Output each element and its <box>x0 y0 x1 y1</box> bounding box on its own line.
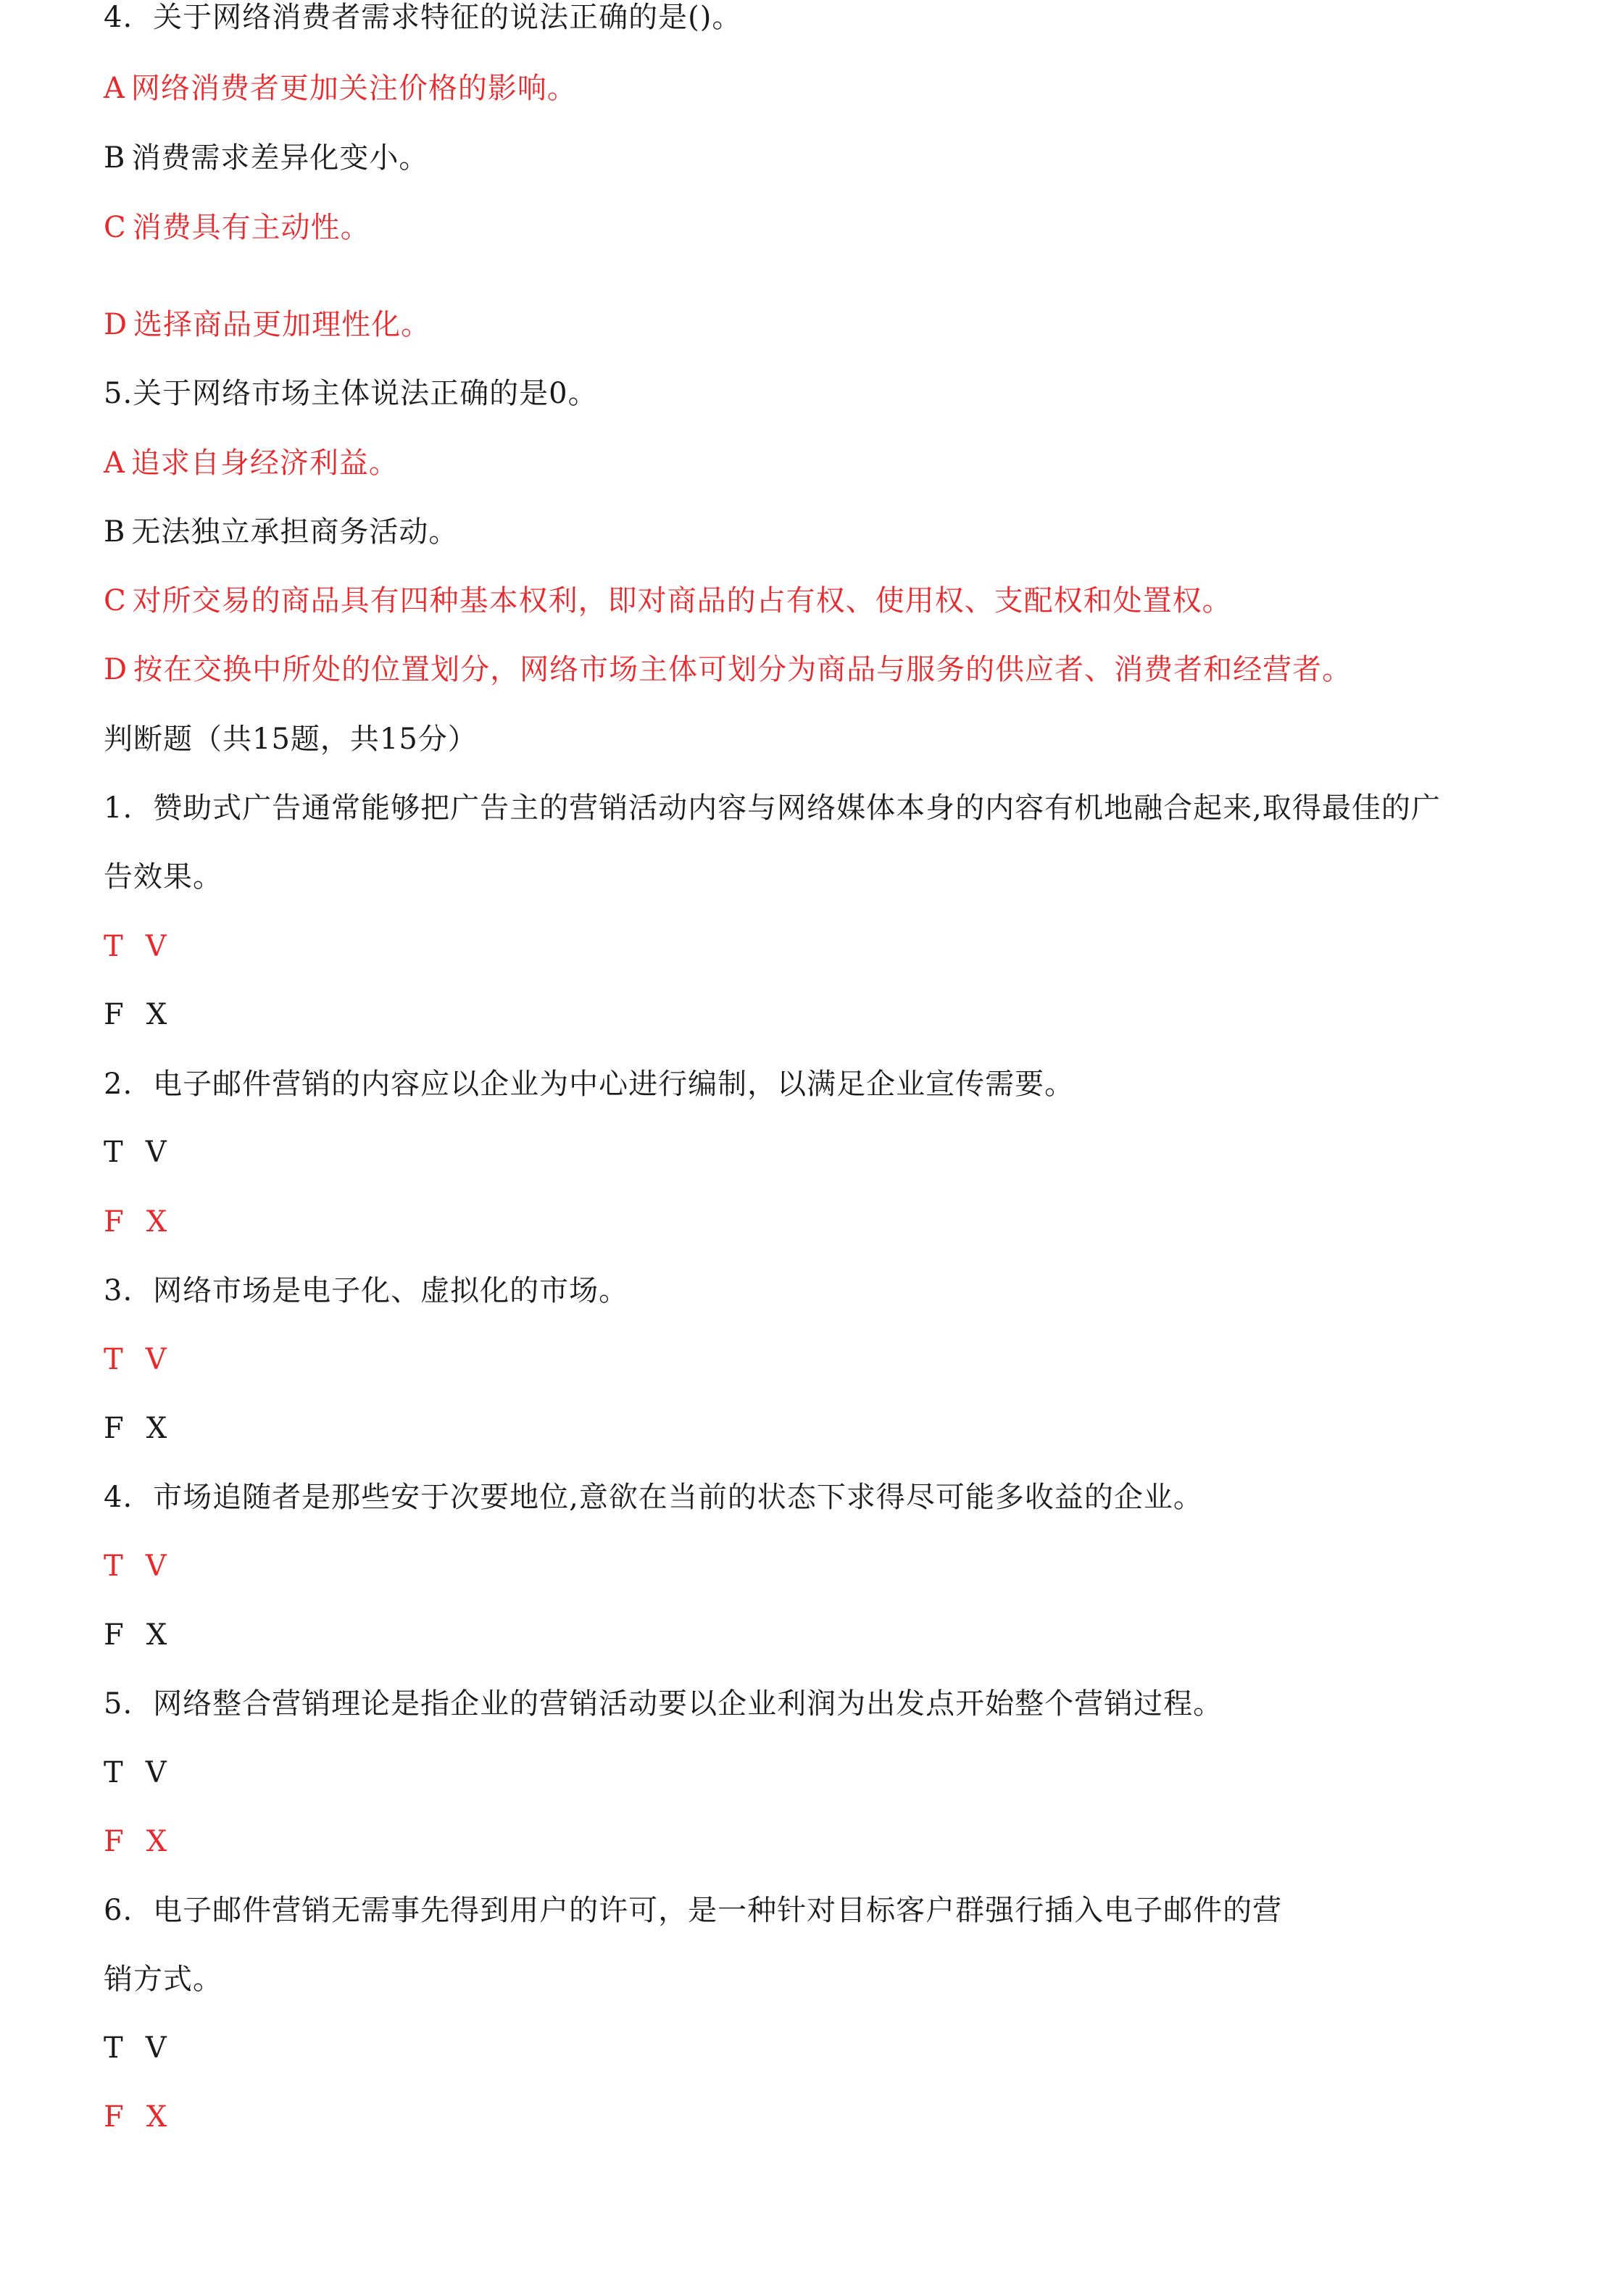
mc5-option-d: D 按在交换中所处的位置划分，网络市场主体可划分为商品与服务的供应者、消费者和经营者。 <box>104 653 1352 686</box>
tf1-true-option: T V <box>104 930 167 963</box>
tf4-true-option: T V <box>104 1550 167 1583</box>
mc5-option-a: A 追求自身经济利益。 <box>104 446 399 480</box>
tf3-false-option: F X <box>104 1412 168 1445</box>
tf-question-2: 2. 电子邮件营销的内容应以企业为中心进行编制，以满足企业宣传需要。 <box>104 1068 1075 1101</box>
tf-question-6-cont: 销方式。 <box>104 1963 222 1996</box>
mc4-option-d: D 选择商品更加理性化。 <box>104 308 431 341</box>
tf2-true-option: T V <box>104 1136 167 1169</box>
tf6-true-option: T V <box>104 2031 167 2065</box>
mc4-option-b: B 消费需求差异化变小。 <box>104 141 429 175</box>
tf6-false-option: F X <box>104 2100 168 2134</box>
mc-question-4: 4. 关于网络消费者需求特征的说法正确的是()。 <box>104 1 742 34</box>
tf-question-4: 4. 市场追随者是那些安于次要地位,意欲在当前的状态下求得尽可能多收益的企业。 <box>104 1481 1203 1514</box>
tf-section-heading: 判断题（共15题，共15分） <box>104 723 478 756</box>
tf-question-5: 5. 网络整合营销理论是指企业的营销活动要以企业利润为出发点开始整个营销过程。 <box>104 1687 1223 1721</box>
tf4-false-option: F X <box>104 1618 168 1652</box>
mc-question-5: 5.关于网络市场主体说法正确的是0。 <box>104 377 598 410</box>
tf-question-1: 1. 赞助式广告通常能够把广告主的营销活动内容与网络媒体本身的内容有机地融合起来,取得最佳的广 <box>104 791 1441 825</box>
tf-question-1-cont: 告效果。 <box>104 860 222 894</box>
mc4-option-a: A 网络消费者更加关注价格的影响。 <box>104 72 577 105</box>
mc5-option-c: C 对所交易的商品具有四种基本权利，即对商品的占有权、使用权、支配权和处置权。 <box>104 584 1232 617</box>
tf2-false-option: F X <box>104 1205 168 1239</box>
tf5-false-option: F X <box>104 1825 168 1858</box>
mc4-option-c: C 消费具有主动性。 <box>104 211 370 244</box>
tf-question-3: 3. 网络市场是电子化、虚拟化的市场。 <box>104 1274 629 1307</box>
mc5-option-b: B 无法独立承担商务活动。 <box>104 515 459 549</box>
tf1-false-option: F X <box>104 998 168 1031</box>
tf5-true-option: T V <box>104 1756 167 1789</box>
tf-question-6: 6. 电子邮件营销无需事先得到用户的许可，是一种针对目标客户群强行插入电子邮件的营 <box>104 1894 1283 1927</box>
tf3-true-option: T V <box>104 1343 167 1376</box>
